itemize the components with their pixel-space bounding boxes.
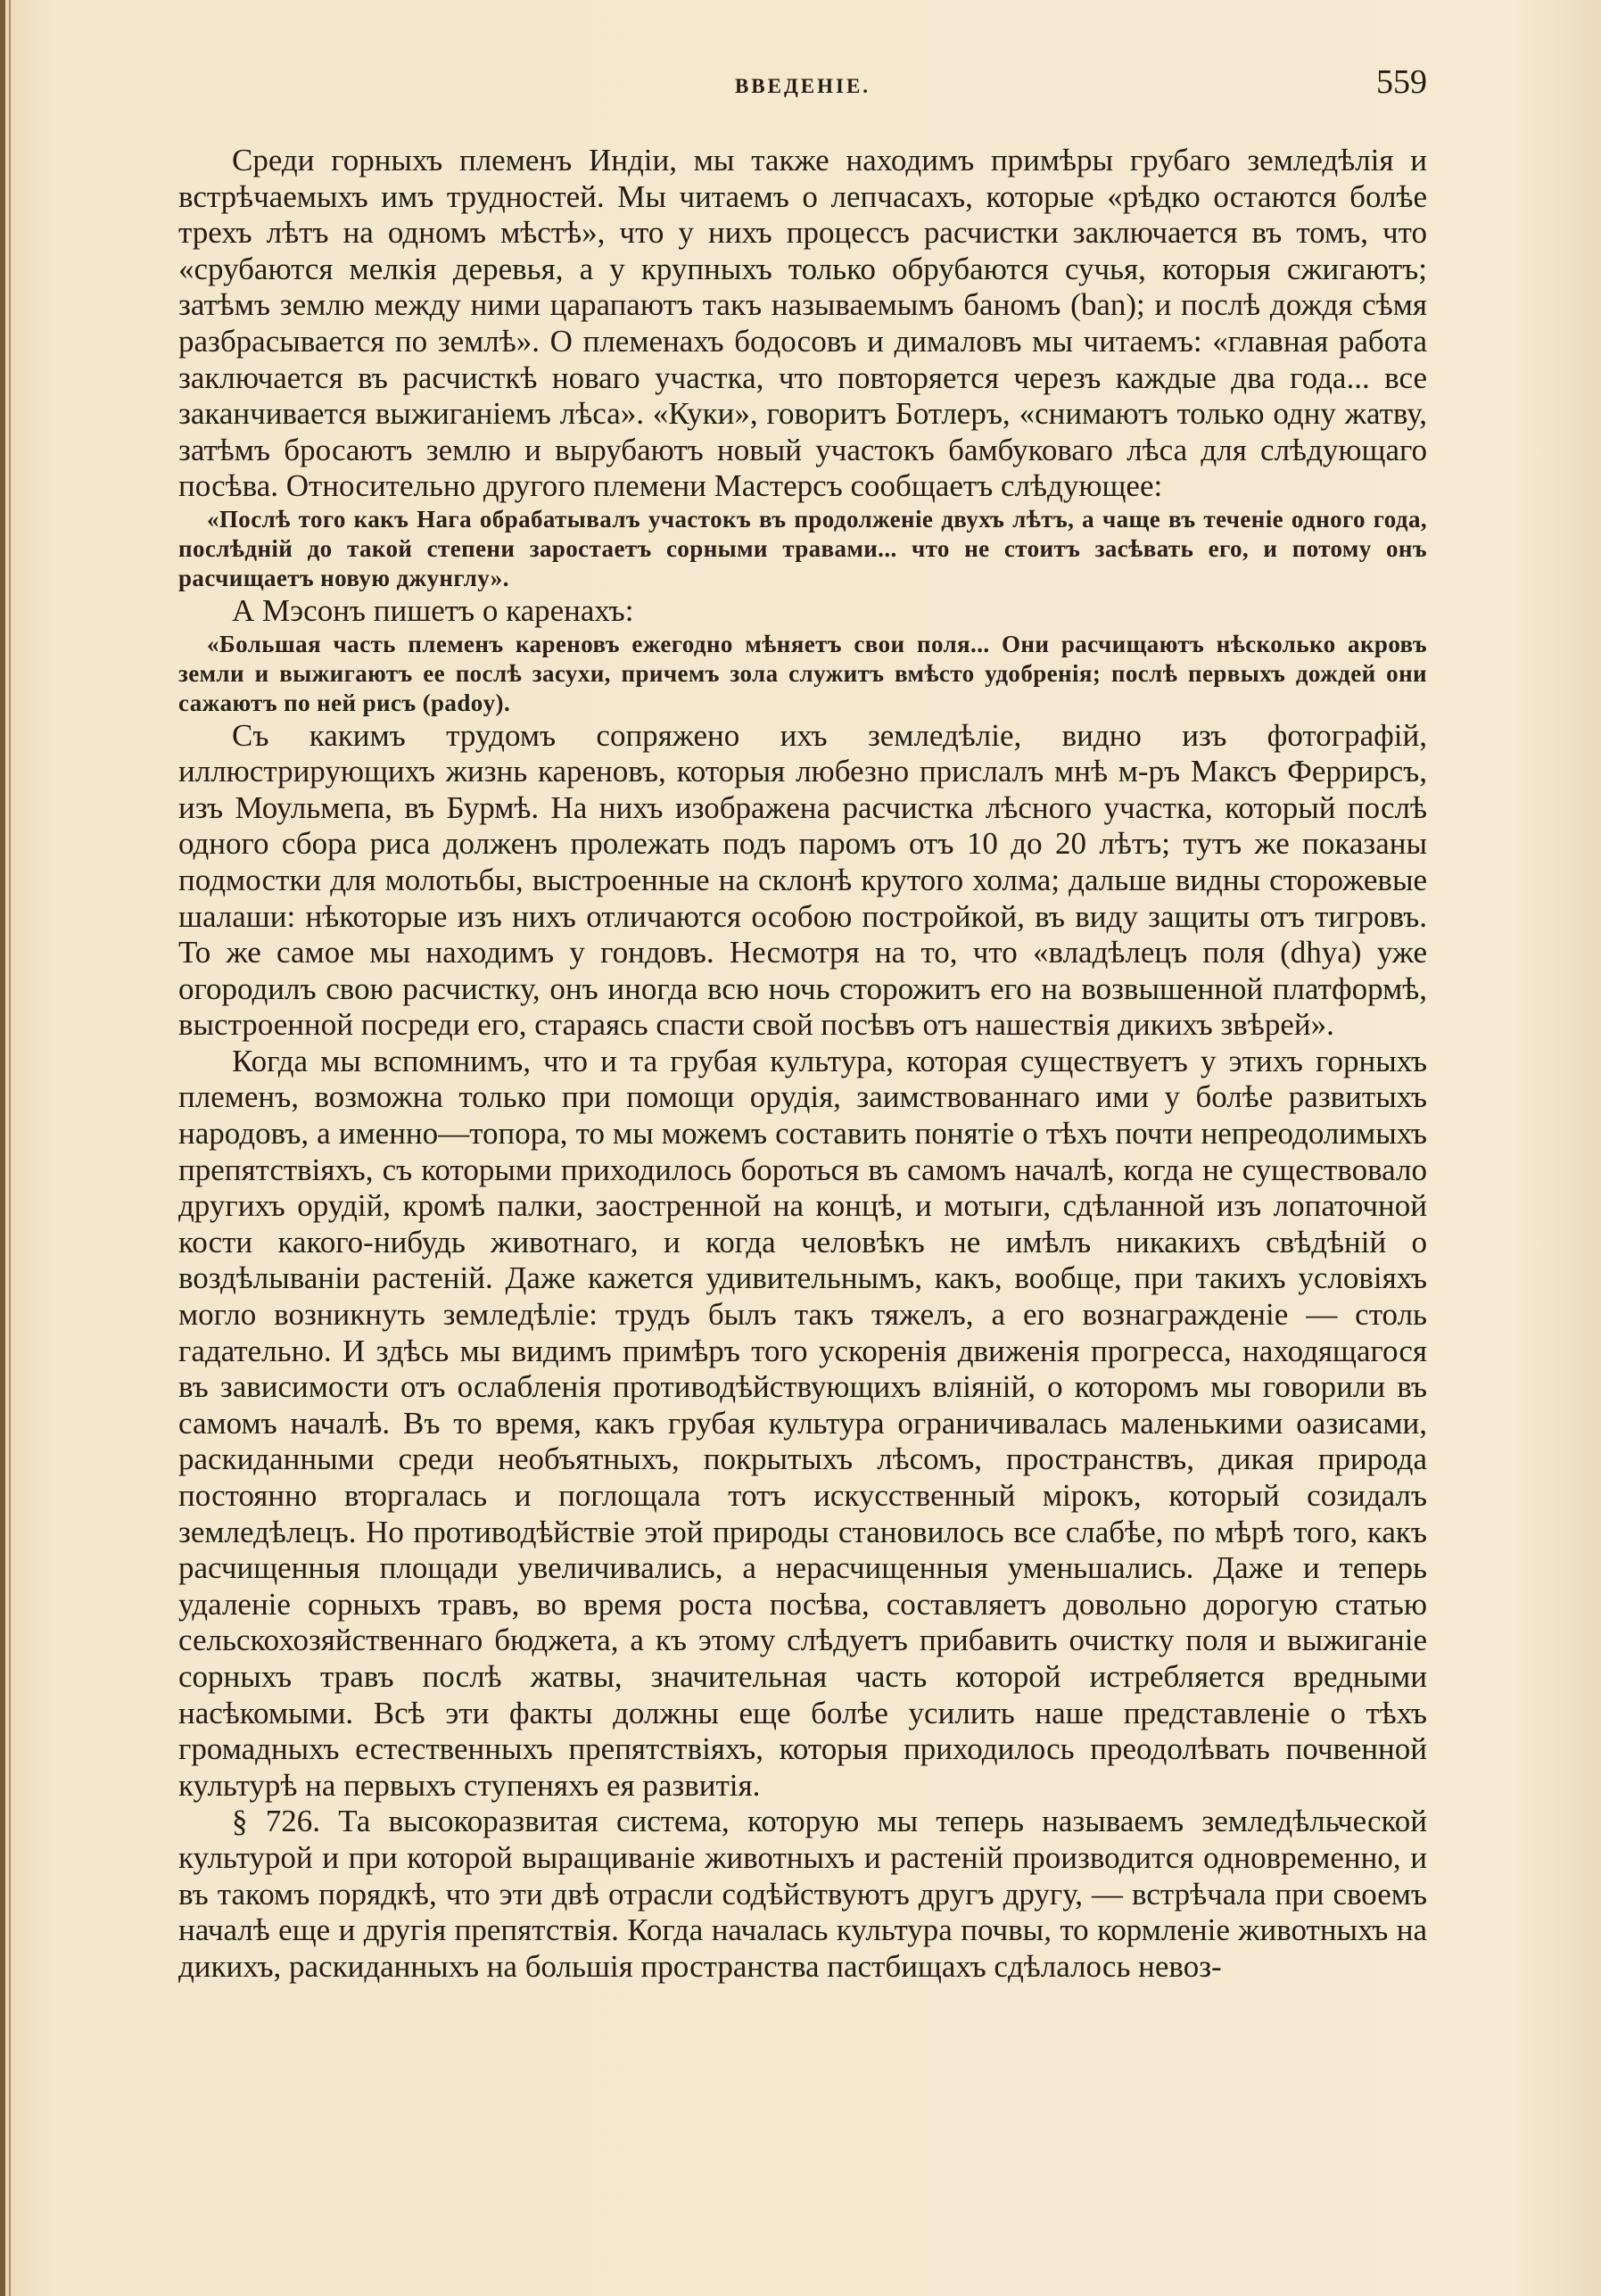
paragraph-4: Когда мы вспомнимъ, что и та грубая культура, которая существуетъ у этихъ горныхъ племенъ, возможна только при помощи орудія, заимствованнаго ими у болѣе развитыхъ народовъ, а именно—топора, то мы можемъ составить понятіе о тѣхъ почти непреодолимыхъ препятствіяхъ, съ которыми приходилось бороться въ самомъ началѣ, когда не существовало другихъ орудій, кромѣ палки, заостренной на концѣ, и мотыги, сдѣланной изъ лопаточной кости какого-нибудь животнаго, и когда человѣкъ не имѣлъ никакихъ свѣдѣній о воздѣлываніи растеній. Даже кажется удивительнымъ, какъ, вообще, при такихъ условіяхъ могло возникнуть земледѣліе: трудъ былъ такъ тяжелъ, а его вознагражденіе — столь гадательно. И здѣсь мы видимъ примѣръ того ускоренія движенія прогресса, находящагося въ зависимости отъ ослабленія противодѣйствующихъ вліяній, о которомъ мы говорили въ самомъ началѣ. Въ то время, какъ грубая культура ограничивалась маленькими оазисами, раскиданными среди необъятныхъ, покрытыхъ лѣсомъ, пространствъ, дикая природа постоянно вторгалась и поглощала тотъ искусственный мірокъ, который созидалъ земледѣлецъ. Но противодѣйствіе этой природы становилось все слабѣе, по мѣрѣ того, какъ расчищенныя площади увеличивались, а нерасчищенныя уменьшались. Даже и теперь удаленіе сорныхъ травъ, во время роста посѣва, составляетъ довольно дорогую статью сельскохозяйственнаго бюджета, а къ этому слѣдуетъ прибавить очистку поля и выжиганіе сорныхъ травъ послѣ жатвы, значительная часть которой истребляется вредными насѣкомыми. Всѣ эти факты должны еще болѣе усилить наше представленіе о тѣхъ громадныхъ естественныхъ препятствіяхъ, которыя приходилось преодолѣвать почвенной культурѣ на первыхъ ступеняхъ ея развитія. [178, 1043, 1427, 1803]
quotation-2: «Большая часть племенъ кареновъ ежегодно мѣняетъ свои поля... Они расчищаютъ нѣсколько акровъ земли и выжигаютъ ее послѣ засухи, причемъ зола служитъ вмѣсто удобренія; послѣ первыхъ дождей они сажаютъ по ней рисъ (padoy). [178, 630, 1427, 716]
paragraph-1: Среди горныхъ племенъ Индіи, мы также находимъ примѣры грубаго земледѣлія и встрѣчаемыхъ имъ трудностей. Мы читаемъ о лепчасахъ, которые «рѣдко остаются болѣе трехъ лѣтъ на одномъ мѣстѣ», что у нихъ процессъ расчистки заключается въ томъ, что «срубаются мелкія деревья, а у крупныхъ только обрубаются сучья, которыя сжигаютъ; затѣмъ землю между ними царапаютъ такъ называемымъ баномъ (ban); и послѣ дождя сѣмя разбрасывается по землѣ». О племенахъ бодосовъ и дималовъ мы читаемъ: «главная работа заключается въ расчисткѣ новаго участка, что повторяется черезъ каждые два года... все заканчивается выжиганіемъ лѣса». «Куки», говоритъ Ботлеръ, «снимаютъ только одну жатву, затѣмъ бросаютъ землю и вырубаютъ новый участокъ бамбуковаго лѣса для слѣдующаго посѣва. Относительно другого племени Мастерсъ сообщаетъ слѣдующее: [178, 143, 1427, 504]
page-edge-shadow [0, 0, 5, 2296]
quotation-1: «Послѣ того какъ Нага обрабатывалъ участокъ въ продолженіе двухъ лѣтъ, а чаще въ теченіе одного года, послѣдній до такой степени заростаетъ сорными травами... что не стоитъ засѣвать его, и потому онъ расчищаетъ новую джунглу». [178, 505, 1427, 591]
page-number: 559 [1376, 63, 1427, 101]
paragraph-5: § 726. Та высокоразвитая система, которую мы теперь называемъ земледѣльческой культурой и при которой выращиваніе животныхъ и растеній производится одновременно, и въ такомъ порядкѣ, что эти двѣ отрасли содѣйствуютъ другъ другу, — встрѣчала при своемъ началѣ еще и другія препятствія. Когда началась культура почвы, то кормленіе животныхъ на дикихъ, раскиданныхъ на большія пространства пастбищахъ сдѣлалось невоз- [178, 1804, 1427, 1984]
page-edge-line [9, 0, 11, 2296]
paragraph-3: Съ какимъ трудомъ сопряжено ихъ земледѣліе, видно изъ фотографій, иллюстрирующихъ жизнь кареновъ, которыя любезно прислалъ мнѣ м-ръ Максъ Феррирсъ, изъ Моульмепа, въ Бурмѣ. На нихъ изображена расчистка лѣсного участка, который послѣ одного сбора риса долженъ пролежать подъ паромъ отъ 10 до 20 лѣтъ; тутъ же показаны подмостки для молотьбы, выстроенные на склонѣ крутого холма; дальше видны сторожевые шалаши: нѣкоторые изъ нихъ отличаются особою постройкой, въ виду защиты отъ тигровъ. То же самое мы находимъ у гондовъ. Несмотря на то, что «владѣлецъ поля (dhya) уже огородилъ свою расчистку, онъ иногда всю ночь сторожитъ его на возвышенной платформѣ, выстроенной посреди его, стараясь спасти свой посѣвъ отъ нашествія дикихъ звѣрей». [178, 717, 1427, 1043]
paragraph-2: А Мэсонъ пишетъ о каренахъ: [232, 592, 634, 628]
page-body [178, 143, 1427, 1985]
page-header [178, 62, 1427, 107]
running-head: ВВЕДЕНІЕ. [734, 75, 871, 97]
